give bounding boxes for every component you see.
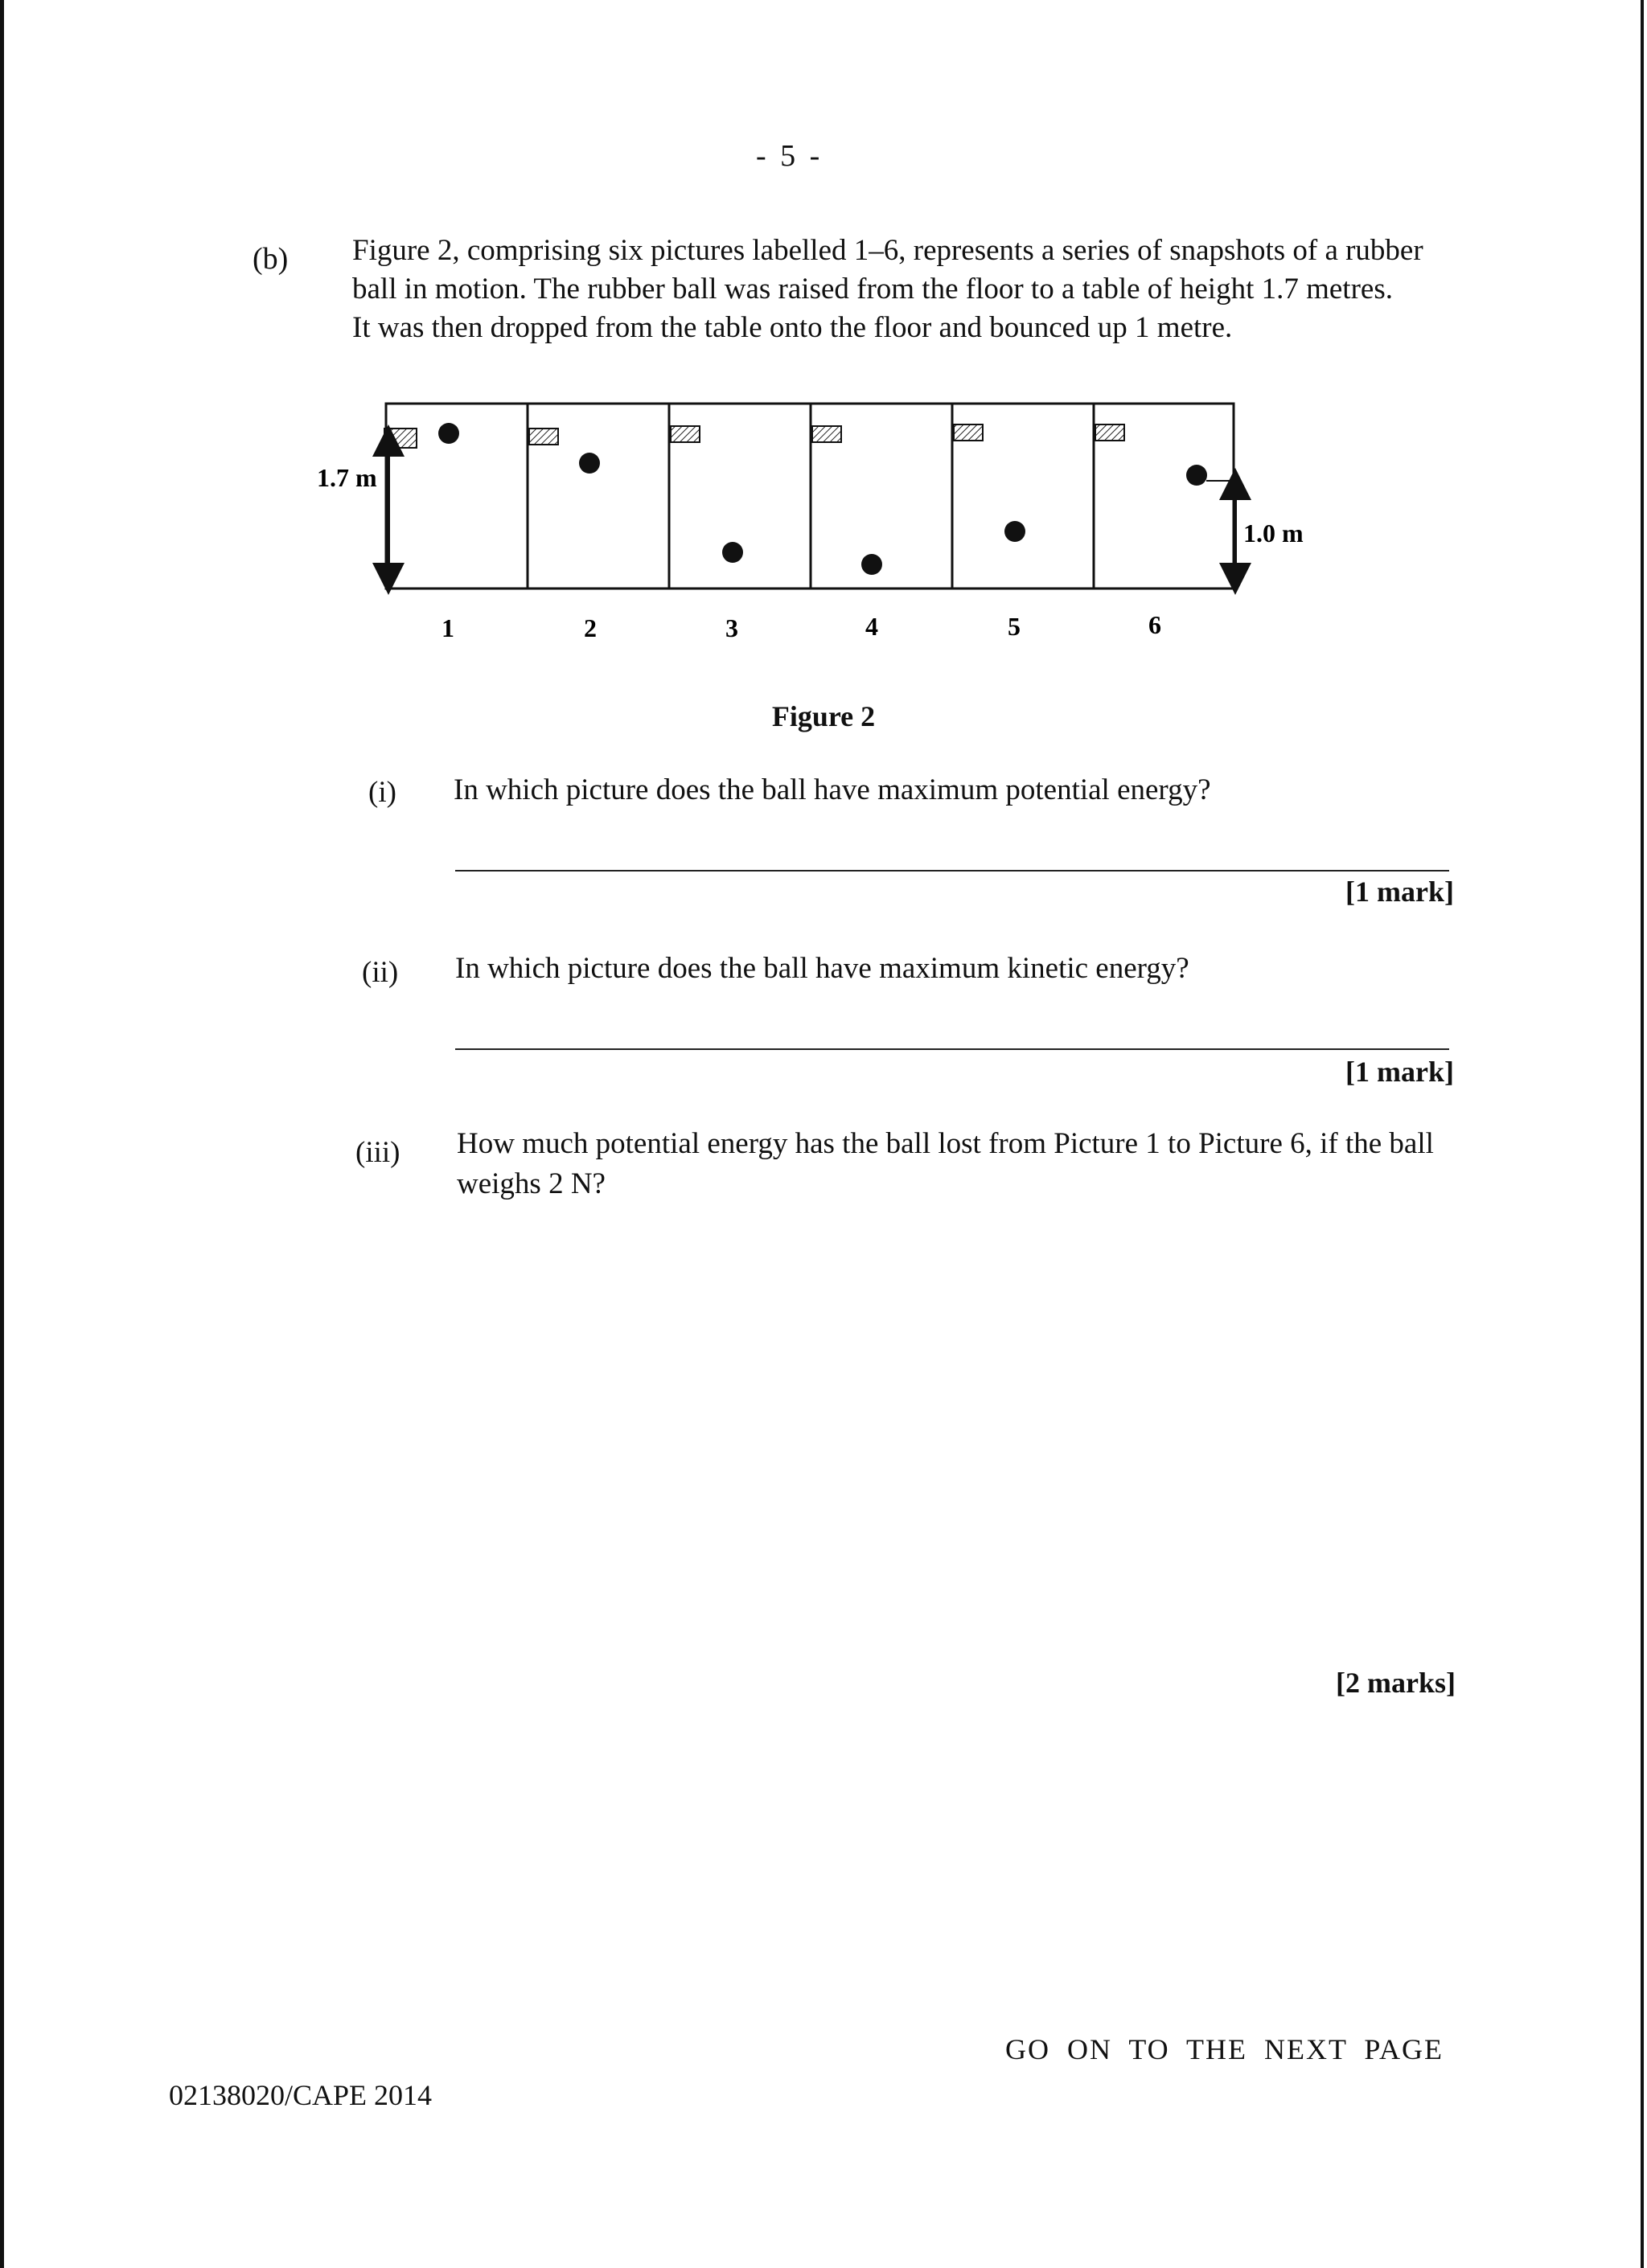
table-3 xyxy=(671,426,700,442)
frame-6 xyxy=(1094,404,1234,589)
height-label-left: 1.7 m xyxy=(317,463,377,492)
part-label: (b) xyxy=(253,242,289,276)
intro-line: ball in motion. The rubber ball was raised from the floor to a table of height 1.7 metres. xyxy=(352,273,1393,306)
frame-4 xyxy=(811,404,952,589)
intro-paragraph xyxy=(352,232,1462,347)
question-3-marks: [2 marks] xyxy=(1336,1667,1456,1699)
question-3-line: weighs 2 N? xyxy=(457,1167,606,1200)
picture-label-4: 4 xyxy=(865,612,878,641)
picture-label-1: 1 xyxy=(442,613,454,642)
picture-label-2: 2 xyxy=(584,613,597,642)
table-2 xyxy=(529,429,558,445)
question-2-text: In which picture does the ball have maximum kinetic energy? xyxy=(455,952,1189,985)
question-2-marks: [1 mark] xyxy=(1345,1056,1454,1088)
question-1-number: (i) xyxy=(368,776,396,809)
table-5 xyxy=(954,424,983,441)
ball-6 xyxy=(1186,465,1207,486)
picture-label-5: 5 xyxy=(1008,612,1021,641)
intro-line: Figure 2, comprising six pictures labelled 1–6, represents a series of snapshots of a rubber xyxy=(352,234,1423,267)
picture-label-3: 3 xyxy=(725,613,738,642)
picture-label-6: 6 xyxy=(1148,610,1161,639)
scan-edge-right xyxy=(1641,0,1644,2268)
scan-edge-left xyxy=(0,0,4,2268)
ball-1 xyxy=(438,423,459,444)
intro-line: It was then dropped from the table onto the floor and bounced up 1 metre. xyxy=(352,311,1233,344)
page-number: - 5 - xyxy=(756,139,824,173)
question-1-marks: [1 mark] xyxy=(1345,876,1454,908)
ball-3 xyxy=(722,542,743,563)
question-3-number: (iii) xyxy=(355,1136,400,1169)
figure-caption: Figure 2 xyxy=(771,700,876,732)
question-2-number: (ii) xyxy=(362,956,399,989)
table-4 xyxy=(812,426,841,442)
table-6 xyxy=(1095,424,1124,441)
figure-2-diagram xyxy=(306,386,1335,659)
ball-2 xyxy=(579,453,600,474)
ball-4 xyxy=(861,554,882,575)
ball-5 xyxy=(1004,521,1025,542)
paper-code: 02138020/CAPE 2014 xyxy=(169,2079,433,2111)
height-label-right: 1.0 m xyxy=(1243,519,1304,548)
question-1-text: In which picture does the ball have maximum potential energy? xyxy=(454,773,1211,806)
frame-5 xyxy=(952,404,1094,589)
frame-2 xyxy=(528,404,669,589)
frame-3 xyxy=(669,404,811,589)
frame-1 xyxy=(384,404,528,589)
answer-line-1[interactable] xyxy=(455,870,1449,872)
question-3-line: How much potential energy has the ball lost from Picture 1 to Picture 6, if the ball xyxy=(457,1127,1434,1160)
question-3-text xyxy=(457,1124,1462,1204)
go-on-next-page: GO ON TO THE NEXT PAGE xyxy=(1005,2033,1444,2065)
answer-line-2[interactable] xyxy=(455,1048,1449,1050)
